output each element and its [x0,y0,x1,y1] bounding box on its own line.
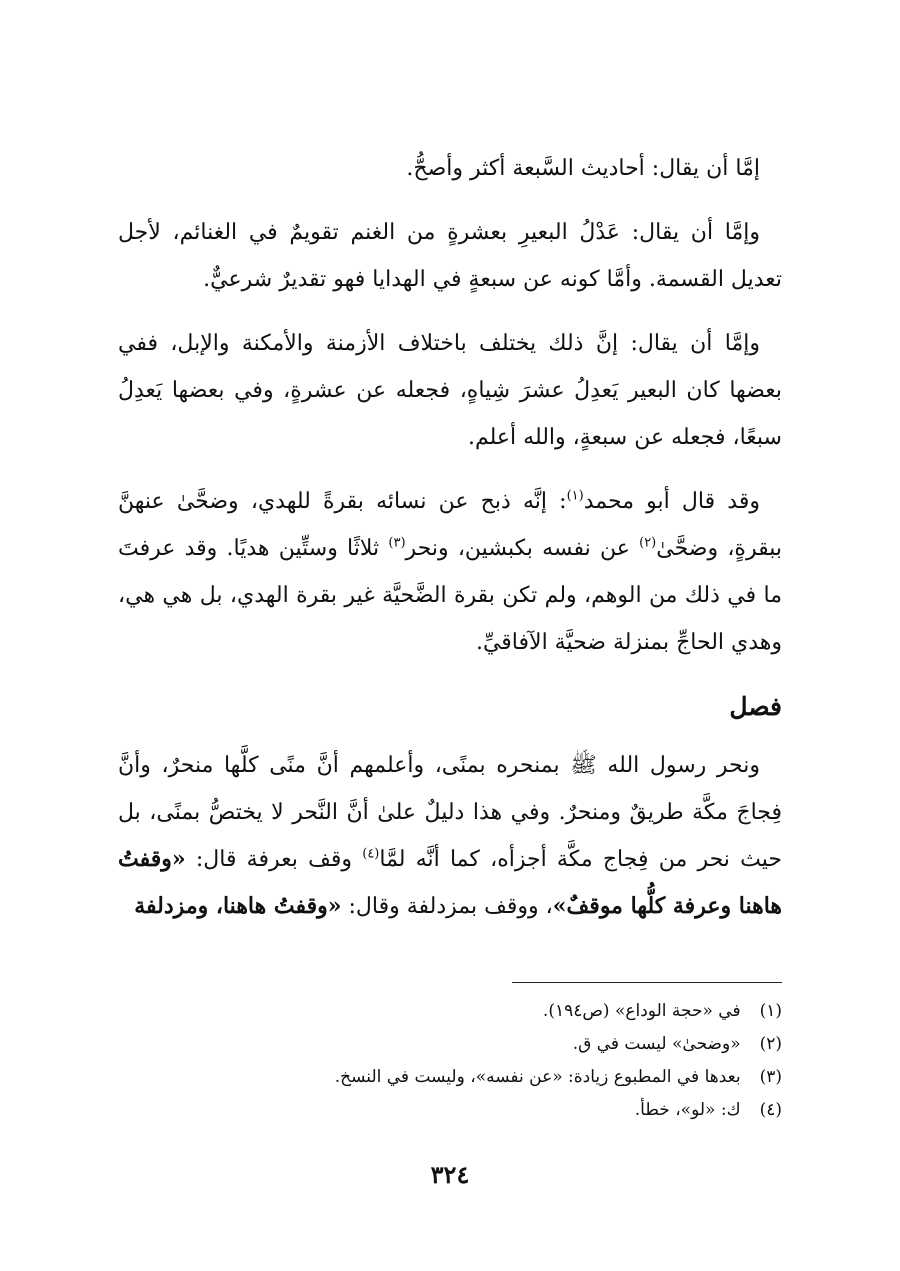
paragraph-4-text-d: ثلاثًا وستِّين هديًا. وقد عرفتَ ما في ذلك من الوهم، ولم تكن بقرة الضَّحيَّة غير بقرة الهدي، بل هي هي، وهدي الحاجِّ بمنزلة ضحيَّة الآفاقيِّ. [118,536,782,655]
page-number: ٣٢٤ [430,1160,470,1189]
paragraph-3-text: وإمَّا أن يقال: إنَّ ذلك يختلف باختلاف الأزمنة والأمكنة والإبل، ففي بعضها كان البعير يَعدِلُ عشرَ شِياهٍ، فجعله عن عشرةٍ، وفي بعضها يَعدِلُ سبعًا، فجعله عن سبعةٍ، والله أعلم. [118,331,782,450]
footnote-ref-2[interactable]: (٢) [639,535,657,551]
footnote-text: في «حجة الوداع» (ص١٩٤). [542,1001,741,1021]
paragraph-2 [118,209,782,303]
footnote-ref-3[interactable]: (٣) [388,535,406,551]
paragraph-5-text-a: ونحر رسول الله ﷺ بمنحره بمنًى، وأعلمهم أنَّ منًى كلَّها منحرٌ، وأنَّ فِجاجَ مكَّة طريقٌ ومنحرٌ. وفي هذا دليلٌ علىٰ أنَّ النَّحر لا يختصُّ بمنًى، بل حيث نحر من فِجاج مكَّة أجزأه، كما أنَّه لمَّا [118,753,782,872]
paragraph-4-text-c: عن نفسه بكبشين، ونحر [405,536,640,561]
paragraph-4-text-a: وقد قال أبو محمد [583,489,760,514]
footnote-4 [118,1094,782,1127]
footnote-number: (٣) [759,1067,782,1087]
paragraph-1 [118,145,782,192]
footnote-1 [118,995,782,1028]
footnote-ref-4[interactable]: (٤) [362,846,380,862]
paragraph-4-text-b: : إنَّه ذبح عن نسائه بقرةً للهدي، وضحَّىٰ عنهنَّ ببقرةٍ، وضحَّىٰ [118,489,782,561]
paragraph-2-text: وإمَّا أن يقال: عَدْلُ البعيرِ بعشرةٍ من الغنم تقويمٌ في الغنائم، لأجل تعديل القسمة. وأمَّا كونه عن سبعةٍ في الهدايا فهو تقديرٌ شرعيٌّ. [118,220,782,292]
footnote-number: (٤) [759,1100,782,1120]
paragraph-5-text-b: وقف بعرفة قال: [185,847,363,872]
paragraph-1-text: إمَّا أن يقال: أحاديث السَّبعة أكثر وأصحُّ. [406,156,760,181]
main-text [118,145,782,947]
paragraph-3 [118,320,782,461]
footnote-2 [118,1028,782,1061]
footnote-text: «وضحىٰ» ليست في ق. [572,1034,741,1054]
hadith-quote-1: «وقفتُ هاهنا وعرفة كلُّها موقفٌ» [118,846,782,919]
paragraph-5 [118,742,782,930]
footnote-text: بعدها في المطبوع زيادة: «عن نفسه»، وليست في النسخ. [334,1067,741,1087]
footnote-divider [512,982,782,983]
footnote-ref-1[interactable]: (١) [566,488,584,504]
hadith-quote-2: «وقفتُ هاهنا، ومزدلفة [134,893,342,919]
footnote-number: (٢) [759,1034,782,1054]
footnotes [118,995,782,1127]
paragraph-5-text-c: ، ووقف بمزدلفة وقال: [341,894,553,919]
paragraph-4 [118,478,782,666]
footnote-number: (١) [759,1001,782,1021]
footnote-3 [118,1061,782,1094]
section-title: فصل [729,692,782,721]
footnote-text: ك: «لو»، خطأ. [634,1100,741,1120]
